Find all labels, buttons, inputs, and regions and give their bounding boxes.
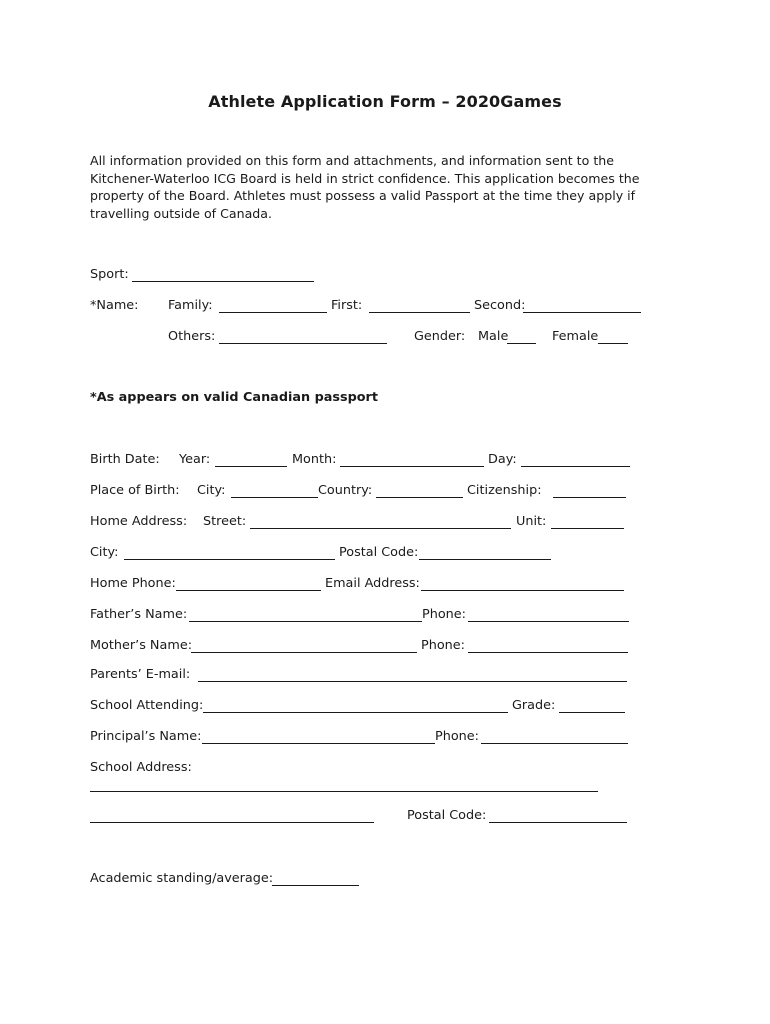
- gender-label: Gender:: [414, 329, 466, 344]
- form-title: Athlete Application Form – 2020Games: [208, 92, 562, 111]
- email-address-field[interactable]: [421, 590, 624, 591]
- mothers-name-label: Mother’s Name:: [90, 638, 193, 653]
- unit-label: Unit:: [516, 514, 547, 529]
- fathers-phone-field[interactable]: [468, 621, 629, 622]
- postal-code-label: Postal Code:: [339, 545, 419, 560]
- school-address-line-2[interactable]: [90, 822, 374, 823]
- academic-standing-field[interactable]: [272, 885, 359, 886]
- family-label: Family:: [168, 298, 213, 313]
- grade-field[interactable]: [559, 712, 625, 713]
- fathers-name-label: Father’s Name:: [90, 607, 188, 622]
- home-phone-label: Home Phone:: [90, 576, 176, 591]
- others-name-field[interactable]: [219, 343, 387, 344]
- others-label: Others:: [168, 329, 216, 344]
- female-label: Female: [552, 329, 599, 344]
- intro-paragraph: All information provided on this form and attachments, and information sent to the Kitchener-Waterloo ICG Board is held in strict confidence. This application becomes the property of the Board. Athletes must possess a valid Passport at the time they apply if travelling outside of Canada.: [90, 153, 640, 221]
- second-name-field[interactable]: [523, 312, 641, 313]
- academic-standing-label: Academic standing/average:: [90, 871, 274, 886]
- email-address-label: Email Address:: [325, 576, 420, 591]
- principals-phone-label: Phone:: [435, 729, 479, 744]
- sport-field[interactable]: [132, 281, 314, 282]
- street-field[interactable]: [250, 528, 511, 529]
- unit-field[interactable]: [551, 528, 624, 529]
- family-name-field[interactable]: [219, 312, 327, 313]
- parents-email-field[interactable]: [198, 681, 627, 682]
- school-attending-field[interactable]: [203, 712, 508, 713]
- birth-day-field[interactable]: [521, 466, 630, 467]
- passport-note: *As appears on valid Canadian passport: [90, 390, 378, 405]
- school-address-label: School Address:: [90, 760, 192, 775]
- day-label: Day:: [488, 452, 517, 467]
- birth-year-field[interactable]: [215, 466, 287, 467]
- street-label: Street:: [203, 514, 247, 529]
- home-city-field[interactable]: [124, 559, 335, 560]
- citizenship-label: Citizenship:: [467, 483, 542, 498]
- school-attending-label: School Attending:: [90, 698, 204, 713]
- principals-name-field[interactable]: [202, 743, 435, 744]
- birth-date-label: Birth Date:: [90, 452, 160, 467]
- place-of-birth-label: Place of Birth:: [90, 483, 180, 498]
- birth-country-field[interactable]: [376, 497, 463, 498]
- principals-phone-field[interactable]: [481, 743, 628, 744]
- mothers-phone-label: Phone:: [421, 638, 465, 653]
- parents-email-label: Parents’ E-mail:: [90, 667, 191, 682]
- mothers-name-field[interactable]: [191, 652, 417, 653]
- mothers-phone-field[interactable]: [468, 652, 628, 653]
- fathers-name-field[interactable]: [189, 621, 422, 622]
- citizenship-field[interactable]: [553, 497, 626, 498]
- male-field[interactable]: [507, 343, 536, 344]
- birth-city-label: City:: [197, 483, 226, 498]
- year-label: Year:: [179, 452, 211, 467]
- name-label: *Name:: [90, 298, 139, 313]
- female-field[interactable]: [598, 343, 628, 344]
- second-label: Second:: [474, 298, 526, 313]
- grade-label: Grade:: [512, 698, 556, 713]
- birth-month-field[interactable]: [340, 466, 484, 467]
- birth-city-field[interactable]: [231, 497, 318, 498]
- first-label: First:: [331, 298, 363, 313]
- home-address-label: Home Address:: [90, 514, 188, 529]
- home-phone-field[interactable]: [176, 590, 321, 591]
- principals-name-label: Principal’s Name:: [90, 729, 202, 744]
- school-address-line-1[interactable]: [90, 791, 598, 792]
- first-name-field[interactable]: [369, 312, 470, 313]
- country-label: Country:: [318, 483, 373, 498]
- fathers-phone-label: Phone:: [422, 607, 466, 622]
- sport-label: Sport:: [90, 267, 129, 282]
- school-postal-code-field[interactable]: [489, 822, 627, 823]
- home-city-label: City:: [90, 545, 119, 560]
- male-label: Male: [478, 329, 509, 344]
- month-label: Month:: [292, 452, 337, 467]
- postal-code-field[interactable]: [419, 559, 551, 560]
- school-postal-code-label: Postal Code:: [407, 808, 487, 823]
